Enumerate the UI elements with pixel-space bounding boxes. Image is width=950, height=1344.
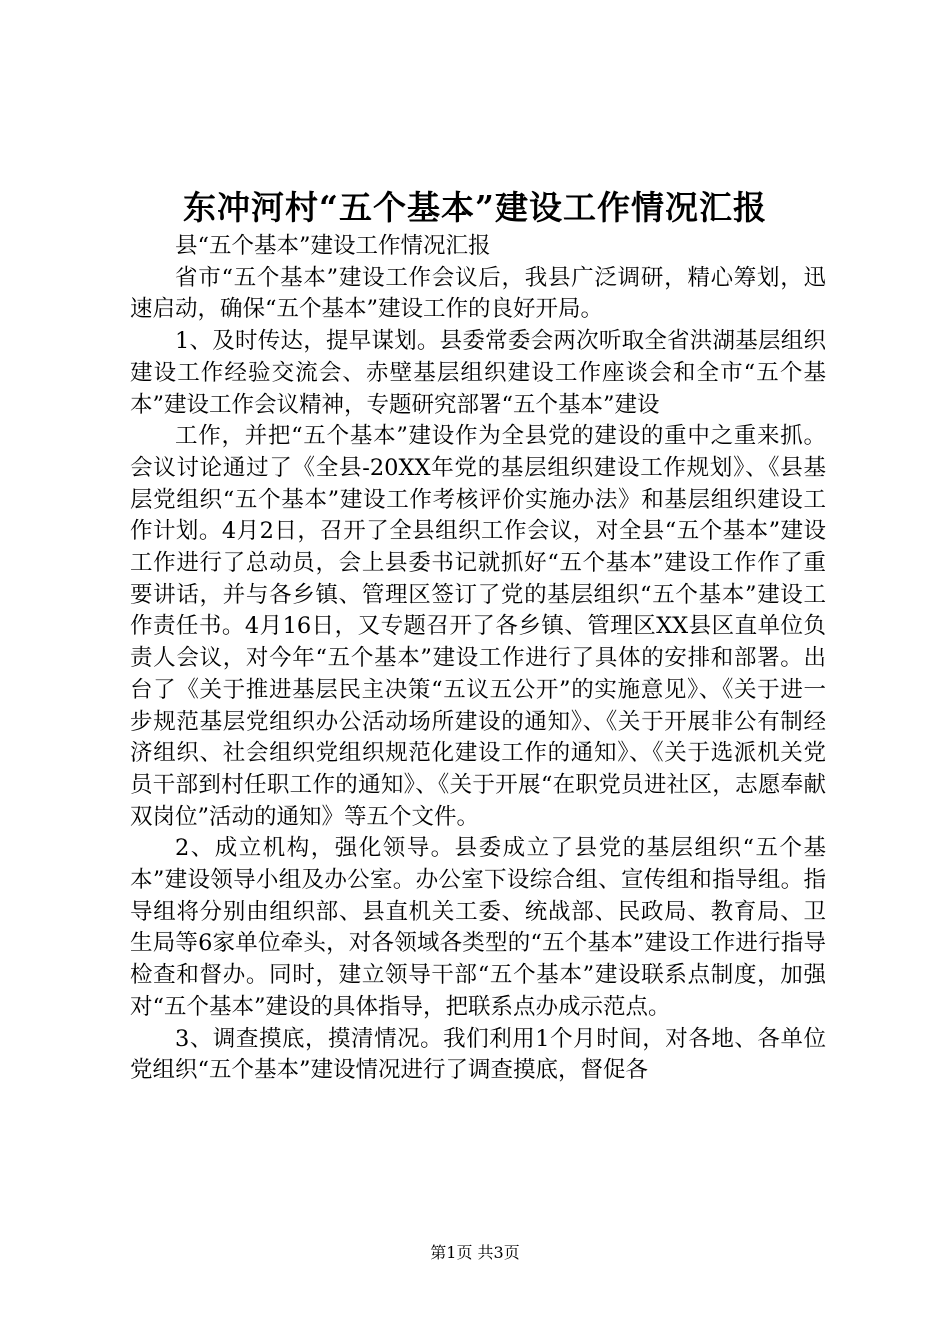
- paragraph-section-3: 3、调查摸底，摸清情况。我们利用1个月时间，对各地、各单位党组织“五个基本”建设情况进行了调查摸底，督促各: [130, 1025, 826, 1084]
- document-title: 东冲河村“五个基本”建设工作情况汇报: [183, 188, 767, 227]
- document-body: [130, 231, 826, 1087]
- paragraph-section-1-cont: 工作，并把“五个基本”建设作为全县党的建设的重中之重来抓。会议讨论通过了《全县-20XX年党的基层组织建设工作规划》、《县基层党组织“五个基本”建设工作考核评价实施办法》和基层组织建设工作计划。4月2日，召开了全县组织工作会议，对全县“五个基本”建设工作进行了总动员，会上县委书记就抓好“五个基本”建设工作作了重要讲话，并与各乡镇、管理区签订了党的基层组织“五个基本”建设工作责任书。4月16日，又专题召开了各乡镇、管理区XX县区直单位负责人会议，对今年“五个基本”建设工作进行了具体的安排和部署。出台了《关于推进基层民主决策“五议五公开”的实施意见》、《关于进一步规范基层党组织办公活动场所建设的通知》、《关于开展非公有制经济组织、社会组织党组织规范化建设工作的通知》、《关于选派机关党员干部到村任职工作的通知》、《关于开展“在职党员进社区，志愿奉献双岗位”活动的通知》等五个文件。: [130, 423, 826, 830]
- page-number-footer: 第1页 共3页: [430, 1243, 520, 1262]
- paragraph-intro: 省市“五个基本”建设工作会议后，我县广泛调研，精心筹划，迅速启动，确保“五个基本”建设工作的良好开局。: [130, 264, 826, 323]
- paragraph-subtitle: 县“五个基本”建设工作情况汇报: [175, 233, 491, 259]
- paragraph-section-2: 2、成立机构，强化领导。县委成立了县党的基层组织“五个基本”建设领导小组及办公室。办公室下设综合组、宣传组和指导组。指导组将分别由组织部、县直机关工委、统战部、民政局、教育局、卫生局等6家单位牵头，对各领域各类型的“五个基本”建设工作进行指导检查和督办。同时，建立领导干部“五个基本”建设联系点制度，加强对“五个基本”建设的具体指导，把联系点办成示范点。: [130, 835, 826, 1020]
- paragraph-section-1: 1、及时传达，提早谋划。县委常委会两次听取全省洪湖基层组织建设工作经验交流会、赤壁基层组织建设工作座谈会和全市“五个基本”建设工作会议精神，专题研究部署“五个基本”建设: [130, 328, 826, 418]
